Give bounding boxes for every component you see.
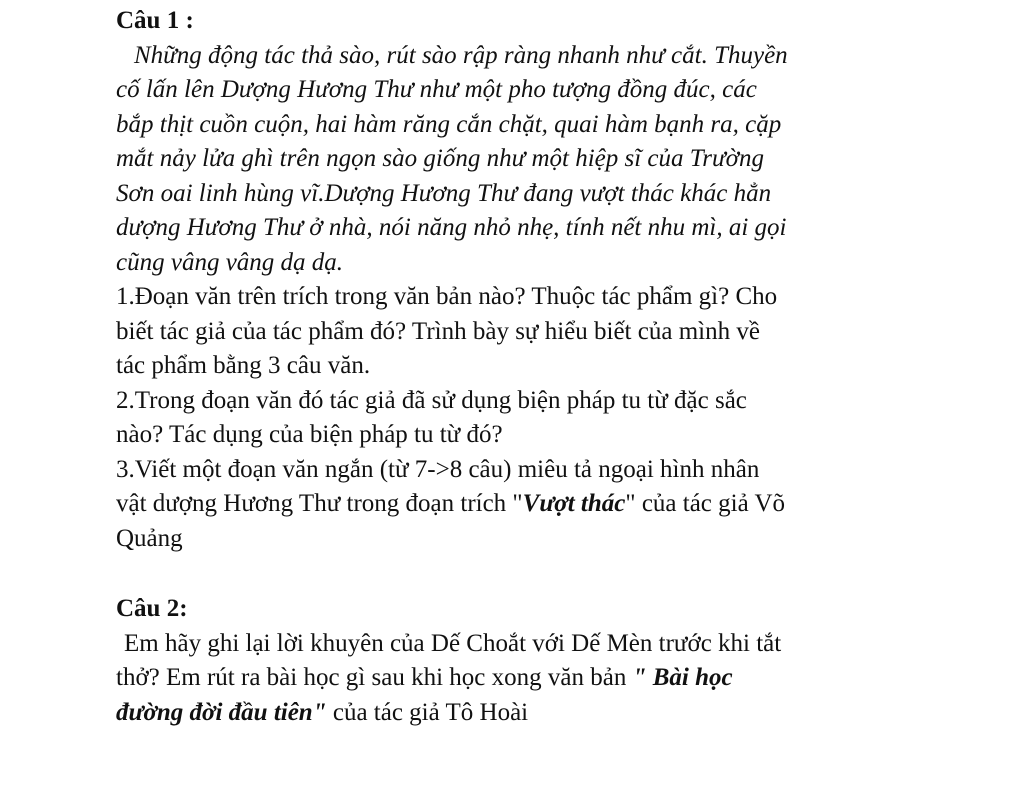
passage-line: bắp thịt cuồn cuộn, hai hàm răng cắn chặt, quai hàm bạnh ra, cặp [116,110,782,138]
passage-line: Những động tác thả sào, rút sào rập ràng nhanh như cắt. Thuyền [134,41,788,69]
question-line: 3.Viết một đoạn văn ngắn (từ 7->8 câu) miêu tả ngoại hình nhân [116,455,760,483]
question-text: của tác giả Tô Hoài [326,698,529,726]
passage-line: cũng vâng vâng dạ dạ. [116,248,344,276]
passage-line: dượng Hương Thư ở nhà, nói năng nhỏ nhẹ, tính nết nhu mì, ai gọi [116,214,787,241]
work-title-vuot-thac: Vượt thác [522,490,626,517]
passage-line: Sơn oai linh hùng vĩ.Dượng Hương Thư đang vượt thác khác hẳn [116,179,772,207]
excerpt-passage [116,39,1016,281]
question-1-heading: Câu 1 : [116,7,194,34]
question-line: Quảng [116,524,183,552]
work-title-bai-hoc-end: đường đời đầu tiên" [116,698,327,726]
question-line [116,487,1016,522]
document-page [116,4,1016,730]
question-line: tác phẩm bằng 3 câu văn. [116,352,371,379]
question-text: thở? Em rút ra bài học gì sau khi học xong văn bản [116,664,633,691]
question-text: vật dượng Hương Thư trong đoạn trích " [116,490,523,517]
question-line [116,696,1016,731]
question-line: biết tác giả của tác phẩm đó? Trình bày sự hiểu biết của mình về [116,317,760,345]
question-text: " của tác giả Võ [625,490,786,517]
sub-question-1 [116,280,1016,384]
sub-question-2 [116,384,1016,453]
passage-line: mắt nảy lửa ghì trên ngọn sào giống như một hiệp sĩ của Trường [116,145,764,172]
question-2-heading: Câu 2: [116,595,188,622]
question-line [116,661,1016,696]
question-line: 1.Đoạn văn trên trích trong văn bản nào? Thuộc tác phẩm gì? Cho [116,283,778,310]
passage-line: cố lấn lên Dượng Hương Thư như một pho tượng đồng đúc, các [116,76,757,103]
question-line: nào? Tác dụng của biện pháp tu từ đó? [116,421,503,448]
work-title-bai-hoc: " Bài học [632,664,733,691]
sub-question-3 [116,453,1016,557]
question-line: 2.Trong đoạn văn đó tác giả đã sử dụng biện pháp tu từ đặc sắc [116,386,747,414]
section-spacer [116,556,1016,592]
question-2-body [116,627,1016,731]
question-line: Em hãy ghi lại lời khuyên của Dế Choắt với Dế Mèn trước khi tắt [124,629,782,657]
